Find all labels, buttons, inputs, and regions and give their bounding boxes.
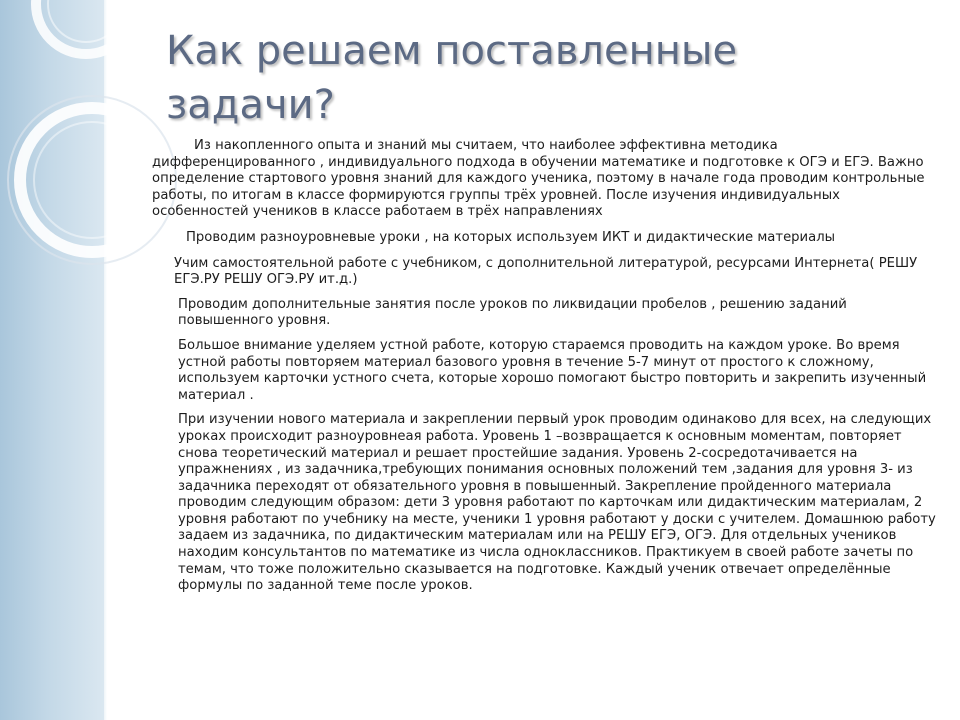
paragraph-independent-work: Учим самостоятельной работе с учебником, с дополнительной литературой, ресурсами Интернета( РЕШУ ЕГЭ.РУ РЕШУ ОГЭ.РУ ит.д.) [174, 255, 918, 288]
paragraph-new-material: При изучении нового материала и закреплении первый урок проводим одинаково для всех, на следующих уроках происходит разноуровнеая работа. Уровень 1 –возвращается к основным моментам, повторяет снова теоретический материал и решает простейшие задания. Уровень 2-сосредотачивается на упражнениях , из задачника,требующих понимания основных положений тем ,задания для уровня 3- из задачника переходят от обязательного уровня в повышенный. Закрепление пройденного материала проводим следующим образом: дети 3 уровня работают по карточкам или дидактическим материалам, 2 уровня работают по учебнику на месте, ученики 1 уровня работают у доски с учителем. Домашнюю работу задаем из задачника, по дидактическим материалам или на РЕШУ ЕГЭ, ОГЭ. Для отдельных учеников находим консультантов по математике из числа одноклассников. Практикуем в своей работе зачеты по темам, что тоже положительно сказывается на подготовке. Каждый ученик отвечает определённые формулы по заданной теме после уроков. [178, 412, 936, 594]
paragraph-intro: Из накопленного опыта и знаний мы считаем, что наиболее эффективна методика дифференцированного , индивидуального подхода в обучении математике и подготовке к ОГЭ и ЕГЭ. Важно определение стартового уровня знаний для каждого ученика, поэтому в начале года проводим контрольные работы, по итогам в классе формируются группы трёх уровней. После изучения индивидуальных особенностей учеников в классе работаем в трёх направлениях [152, 138, 925, 220]
paragraph-multilevel-lessons: Проводим разноуровневые уроки , на которых используем ИКТ и дидактические материалы [186, 229, 836, 245]
paragraph-oral-work: Большое внимание уделяем устной работе, которую стараемся проводить на каждом уроке. Во время устной работы повторяем материал базового уровня в течение 5-7 минут от простого к сложному, используем карточки устного счета, которые хорошо помогают быстро повторить и закрепить изученный материал . [178, 337, 927, 403]
paragraph-extra-classes: Проводим дополнительные занятия после уроков по ликвидации пробелов , решению заданий повышенного уровня. [178, 296, 847, 329]
slide-title: Как решаем поставленные задачи? [166, 28, 738, 128]
slide-body [152, 138, 938, 595]
